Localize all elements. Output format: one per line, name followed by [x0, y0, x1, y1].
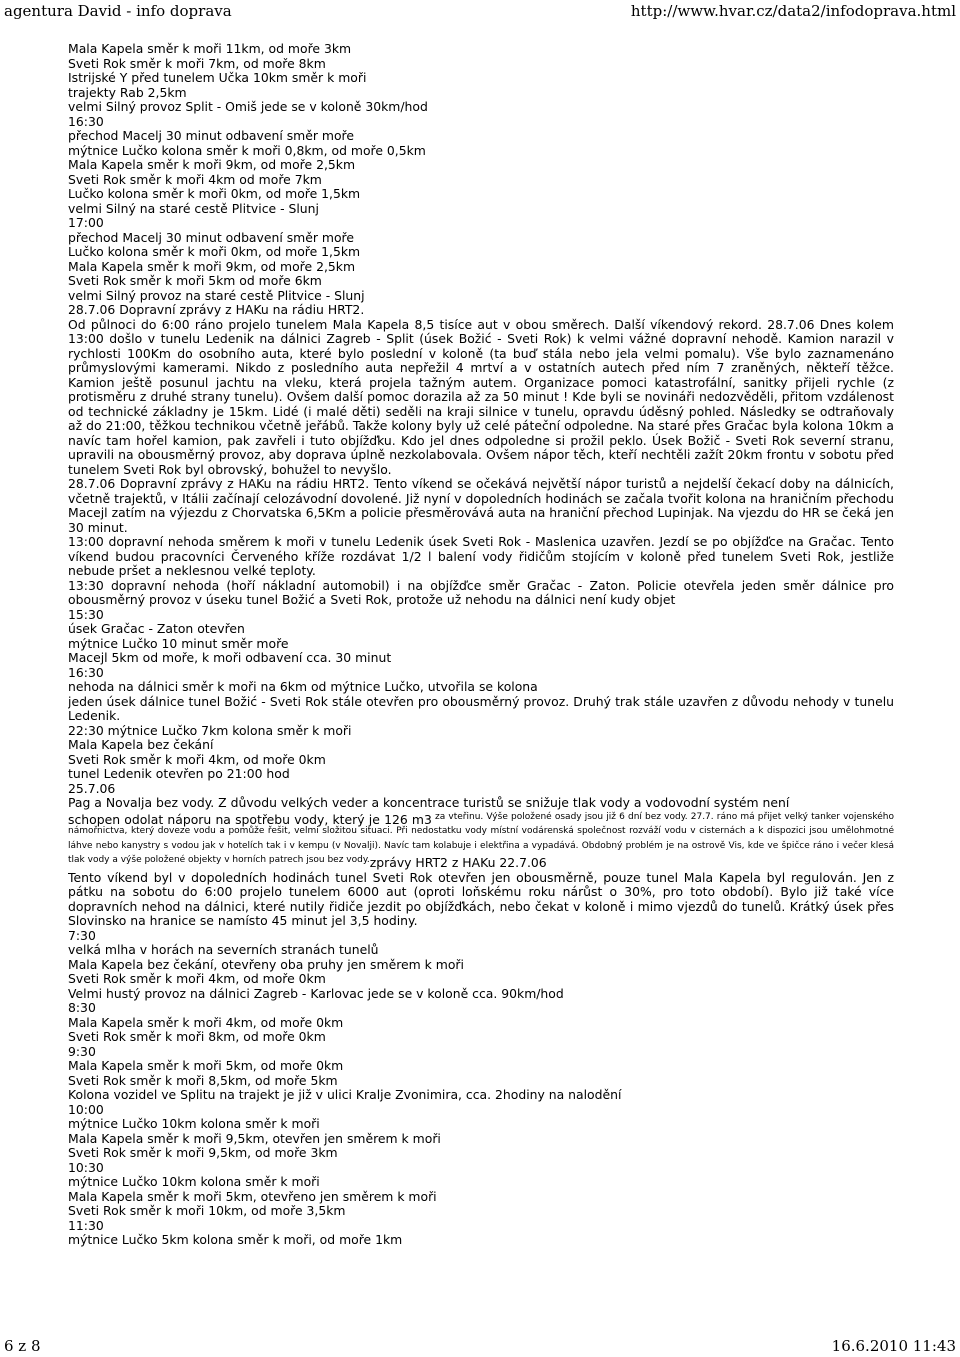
- text-line: Mala Kapela směr k moři 9km, od moře 2,5km: [68, 157, 356, 172]
- text-line: Sveti Rok směr k moři 4km, od moře 0km: [68, 751, 326, 767]
- text-line: 17:00: [68, 215, 104, 230]
- text-line: Mala Kapela bez čekání, otevřeny oba pruhy jen směrem k moři: [68, 956, 464, 972]
- text-fragment: schopen odolat náporu na spotřebu vody, který je 126 m: [68, 811, 424, 827]
- page-number: 6 z 8: [4, 1337, 41, 1355]
- text-line: 11:30: [68, 1217, 104, 1233]
- text-line: Mala Kapela směr k moři 11km, od moře 3km: [68, 42, 352, 56]
- header-title: agentura David - info doprava: [4, 2, 232, 20]
- text-line: přechod Macelj 30 minut odbavení směr moře: [68, 128, 354, 143]
- text-line: Mala Kapela směr k moři 5km, otevřeno jen směrem k moři: [68, 1188, 437, 1204]
- text-paragraph: Od půlnoci do 6:00 ráno projelo tunelem Mala Kapela 8,5 tisíce aut v obou směrech. Další víkendový rekord. 28.7.06 Dnes kolem 13:00 došlo v tunelu Ledenik na dálnici Zagreb - Split (úsek Božić - Sveti Rok) k velmi vážné dopravní nehodě. Kamion narazil v rychlosti 100Km do osobního auta, které bylo poslední v koloně (ta buď stála nebo jela velmi pomalu). Vše bylo zaznamenáno průmyslovými kamerami. Nikdo z posledního auta nepřežil 4 mrtví a v ostatních autech před ním 7 zraněných, někteří těžce. Kamion ještě posunul jachtu na vleku, která projela tažným autem. Organizace pomoci katastrofální, sanitky přijeli rychle (z protisměru z druhé strany tunelu). Ovšem další pomoc dorazila až za 50 minut ! Kde byli se novináři nedozvěděli, přitom vzdálenost od technické základny je 15km. Lidé (i malé děti) seděli na kraji silnice v tunelu, opravdu úděsný pohled. Následky se odtraňovaly až do 21:00, těžkou technikou včetně jeřábů. Takže kolony byly už celé páteční odpoledne. Na staré přes Gračac byla kolona 10km a navíc tam hořel kamion, pak zavřeli i tuto objížďku. Kdo jel dnes odpoledne si prožil peklo. Úsek Božič - Sveti Rok severní stranu, upravili na obousměrný provoz, aby doprava úplně nezkolabovala. Ovšem nápor těch, kteří nechtěli zažít 20km frontu v sobotu před tunelem Sveti Rok byl obrovský, bohužel to nevyšlo.: [68, 316, 894, 477]
- text-paragraph: 13:00 dopravní nehoda směrem k moři v tunelu Ledenik úsek Sveti Rok - Maslenica uzavřen. Jezdí se po objížďce na Gračac. Tento víkend budou pracovníci Červeného kříže rozdávat 1/2 l balení vody řidičům stojícím v koloně před tunelem Sveti Rok, jestliže nebude pršet a neklesnou velké teploty.: [68, 534, 894, 578]
- text-line: velmi Silný provoz na staré cestě Plitvice - Slunj: [68, 287, 365, 303]
- text-line: mýtnice Lučko 5km kolona směr k moři, od moře 1km: [68, 1232, 403, 1247]
- text-line: Mala Kapela směr k moři 9,5km, otevřen jen směrem k moři: [68, 1130, 441, 1146]
- text-line: trajekty Rab 2,5km: [68, 84, 187, 100]
- text-line: Istrijské Y před tunelem Učka 10km směr k moři: [68, 70, 367, 85]
- text-line: 16:30: [68, 113, 104, 129]
- text-line: mýtnice Lučko 10 minut směr moře: [68, 635, 289, 651]
- text-line: Sveti Rok směr k moři 9,5km, od moře 3km: [68, 1145, 338, 1160]
- text-line: Sveti Rok směr k moři 7km, od moře 8km: [68, 55, 326, 71]
- text-line: Sveti Rok směr k moři 4km od moře 7km: [68, 171, 322, 187]
- text-line: 9:30: [68, 1043, 96, 1059]
- text-line: velmi Silný provoz Split - Omiš jede se v koloně 30km/hod: [68, 99, 428, 114]
- text-line: 25.7.06: [68, 780, 116, 796]
- text-line: Mala Kapela směr k moři 9km, od moře 2,5km: [68, 258, 356, 274]
- text-paragraph: 13:30 dopravní nehoda (hoří nákladní automobil) i na objížďce směr Gračac - Zaton. Policie otevřela jeden směr dálnice pro obousměrný provoz v úseku tunel Božić a Sveti Rok, protože už nehodu na dálnici není kudy objet: [68, 577, 894, 607]
- text-line: 16:30: [68, 664, 104, 680]
- header-url: http://www.hvar.cz/data2/infodoprava.html: [630, 2, 956, 20]
- text-line: Lučko kolona směr k moři 0km, od moře 1,5km: [68, 244, 361, 259]
- text-line: Lučko kolona směr k moři 0km, od moře 1,5km: [68, 186, 361, 201]
- text-line: Sveti Rok směr k moři 4km, od moře 0km: [68, 971, 326, 986]
- print-timestamp: 16.6.2010 11:43: [831, 1337, 956, 1355]
- text-line: 22:30 mýtnice Lučko 7km kolona směr k moři: [68, 722, 352, 738]
- text-line: Pag a Novalja bez vody. Z důvodu velkých veder a koncentrace turistů se snižuje tlak vody a vodovodní systém není: [68, 795, 790, 810]
- text-line: tunel Ledenik otevřen po 21:00 hod: [68, 766, 290, 781]
- text-paragraph: 7:30: [68, 927, 96, 943]
- text-line: velmi Silný na staré cestě Plitvice - Slunj: [68, 200, 319, 216]
- text-line: Tento víkend byl v dopoledních hodinách tunel Sveti Rok otevřen jen obousměrně, pouze tunel Mala Kapela byl regulován. Jen z pátku na sobotu do 6:00 projelo tunelem 6000 aut (oproti loňskému roku nárůst o 30%, pro toto období). Bylo již také více dopravních nehod na dálnici, které nutily řidiče jezdit po objížďkách, nebo čekat v koloně i mimo vjezdů do tunelů. Krátký úsek přes Slovinsko na hranice se namísto 45 minut jel 3,5 hodiny.: [68, 869, 894, 928]
- text-line: 10:00: [68, 1101, 104, 1117]
- text-line: Sveti Rok směr k moři 8km, od moře 0km: [68, 1029, 326, 1044]
- text-line: mýtnice Lučko 10km kolona směr k moři: [68, 1116, 320, 1131]
- text-line: mýtnice Lučko 10km kolona směr k moři: [68, 1174, 320, 1189]
- text-line: Velmi hustý provoz na dálnici Zagreb - Karlovac jede se v koloně cca. 90km/hod: [68, 985, 564, 1001]
- text-line: Macejl 5km od moře, k moři odbavení cca. 30 minut: [68, 650, 392, 665]
- text-line: přechod Macelj 30 minut odbavení směr moře: [68, 229, 354, 245]
- text-line: Kolona vozidel ve Splitu na trajekt je již v ulici Kralje Zvonimira, cca. 2hodiny na nalodění: [68, 1087, 622, 1102]
- text-line: 8:30: [68, 1000, 96, 1015]
- text-line: Mala Kapela bez čekání: [68, 737, 214, 752]
- text-line: Sveti Rok směr k moři 8,5km, od moře 5km: [68, 1072, 338, 1088]
- print-footer: [0, 1335, 960, 1357]
- text-fragment: zprávy HRT2 z HAKu 22.7.06: [369, 855, 547, 870]
- print-header: [0, 0, 960, 24]
- text-line: Sveti Rok směr k moři 10km, od moře 3,5km: [68, 1203, 346, 1218]
- text-line: 10:30: [68, 1159, 104, 1175]
- text-paragraph: [68, 813, 894, 871]
- text-line: mýtnice Lučko kolona směr k moři 0,8km, od moře 0,5km: [68, 142, 426, 158]
- text-line: Sveti Rok směr k moři 5km od moře 6km: [68, 273, 322, 288]
- text-line: Mala Kapela směr k moři 5km, od moře 0km: [68, 1058, 344, 1073]
- article-body: [68, 42, 894, 1300]
- text-paragraph: jeden úsek dálnice tunel Božić - Sveti Rok stále otevřen pro obousměrný provoz. Druhý trak stále uzavřen z důvodu nehody v tunelu Ledenik.: [68, 693, 894, 723]
- text-line: 15:30: [68, 606, 104, 622]
- text-paragraph: 28.7.06 Dopravní zprávy z HAKu na rádiu HRT2. Tento víkend se očekává největší nápor turistů a nejdelší čekací doby na dálnicích, včetně trajektů, v Itálii začínají celozávodní dovolené. Již nyní v dopoledních hodinách se začala tvořit kolona na hraničním přechodu Macejl zatím na výjezdu z Chorvatska 6,5Km a policie přesměrovává auta na hraniční přechod Lupinjak. Na vjezdu do HR se čeká jen 30 minut.: [68, 476, 894, 535]
- text-fragment: 3: [424, 811, 432, 827]
- text-line: 28.7.06 Dopravní zprávy z HAKu na rádiu HRT2.: [68, 302, 365, 317]
- text-line: velká mlha v horách na severních stranách tunelů: [68, 942, 379, 957]
- text-line: nehoda na dálnici směr k moři na 6km od mýtnice Lučko, utvořila se kolona: [68, 679, 538, 694]
- superscript: za vteřinu. Výše položené osady jsou již 6 dní bez vody. 27.7. ráno má přijet velký tanker vojenského námořnictva, který doveze vodu a pomůže řešit, velmi složitou situaci. Při nedostatku vody místní vodárenská společnost rozváží vodu v cisternách a k dispozici jsou umělohmotné láhve nebo kanystry s vodou jak v hotelích tak i v kempu (v Novalji). Navíc tam kolabuje i elektřina a vypadává. Obdobný problém je na ostrově Vis, kde ve špičce ráno i večer klesá tlak vody a výše položené objekty v horních patrech jsou bez vody.: [68, 811, 894, 865]
- text-line: Mala Kapela směr k moři 4km, od moře 0km: [68, 1014, 344, 1030]
- text-line: úsek Gračac - Zaton otevřen: [68, 621, 245, 636]
